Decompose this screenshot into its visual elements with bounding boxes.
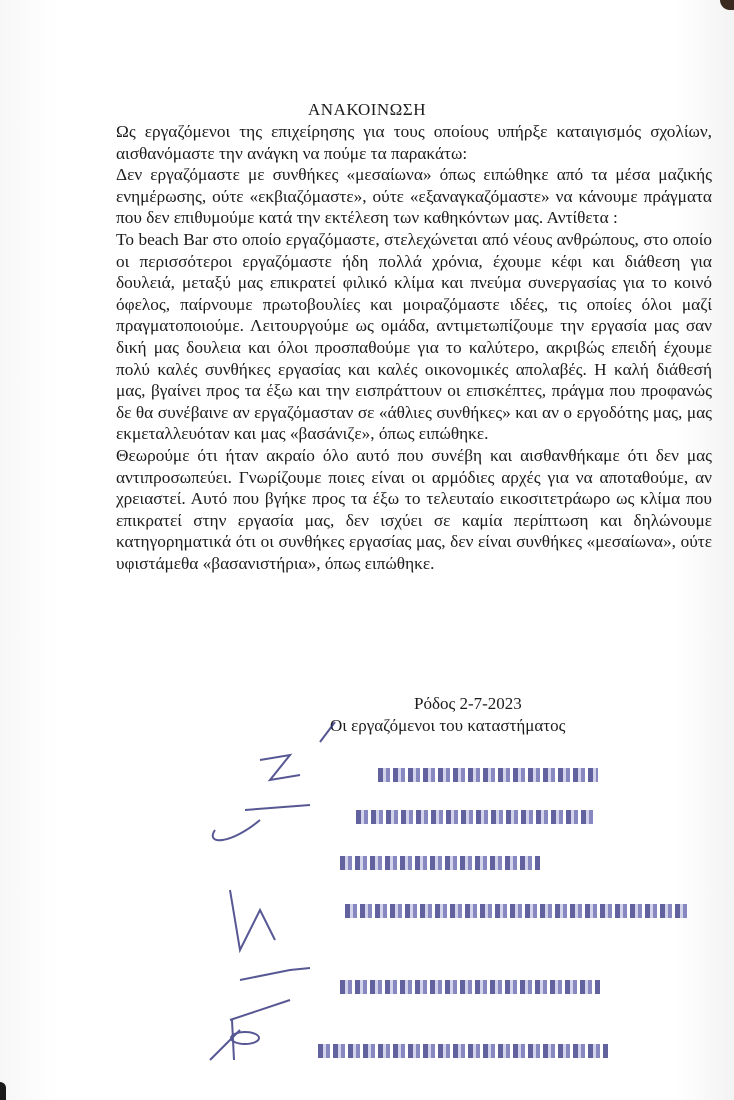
signatories-label: Οι εργαζόμενοι του καταστήματος <box>330 716 566 735</box>
pixelated-signature-name <box>340 856 540 870</box>
document-title: ΑΝΑΚΟΙΝΩΣΗ <box>308 100 426 119</box>
pixelated-signature-name <box>356 810 596 824</box>
paragraph: Θεωρούμε ότι ήταν ακραίο όλο αυτό που συνέβη και αισθανθήκαμε ότι δεν μας αντιπροσωπεύει. Γνωρίζουμε ποιες είναι οι αρμόδιες αρχές για να αποταθούμε, αν χρειαστεί. Αυτό που βγήκε προς τα έξω το τελευταίο εικοσιτετράωρο ως κλίμα που επικρατεί στην εργασία μας, δεν ισχύει σε καμία περίπτωση και δηλώνουμε κατηγορηματικά ότι οι συνθήκες εργασίας μας, δεν είναι συνθήκες «μεσαίωνα», ούτε υφιστάμεθα «βασανιστήρια», όπως ειπώθηκε. <box>116 445 712 573</box>
pixelated-signature-name <box>340 980 600 994</box>
page-corner-shadow <box>0 1082 6 1100</box>
paragraph: Δεν εργαζόμαστε με συνθήκες «μεσαίωνα» όπως ειπώθηκε από τα μέσα μαζικής ενημέρωσης, ούτε «εκβιαζόμαστε», ούτε «εξαναγκαζόμαστε» να κάνουμε πράγματα που δεν επιθυμούμε κατά την εκτέλεση των καθηκόντων μας. Αντίθετα : <box>116 165 712 228</box>
place-date: Ρόδος 2-7-2023 <box>414 694 522 713</box>
pixelated-signature-name <box>318 1044 608 1058</box>
page-corner-shadow <box>720 0 734 10</box>
pixelated-signature-name <box>378 768 598 782</box>
paragraph: Ως εργαζόμενοι της επιχείρησης για τους οποίους υπήρξε καταιγισμός σχολίων, αισθανόμαστε την ανάγκη να πούμε τα παρακάτω: <box>116 122 712 163</box>
document-body <box>116 121 712 574</box>
pixelated-signature-name <box>345 904 690 918</box>
paragraph: Το beach Bar στο οποίο εργαζόμαστε, στελεχώνεται από νέους ανθρώπους, στο οποίο οι περισσότεροι εργαζόμαστε ήδη πολλά χρόνια, έχουμε κέφι και διάθεση για δουλειά, μεταξύ μας επικρατεί φιλικό κλίμα και πνεύμα συνεργασίας για το κοινό όφελος, παίρνουμε πρωτοβουλίες και μοιραζόμαστε ιδέες, τις οποίες όλοι μαζί πραγματοποιούμε. Λειτουργούμε ως ομάδα, αντιμετωπίζουμε την εργασία μας σαν δική μας δουλεια και όλοι προσπαθούμε για το καλύτερο, ακριβώς επειδή έχουμε πολύ καλές συνθήκες εργασίας και καλές οικονομικές απολαβές. Η καλή διάθεσή μας, βγαίνει προς τα έξω και την εισπράττουν οι επισκέπτες, πράγμα που προφανώς δε θα συνέβαινε αν εργαζόμασταν σε «άθλιες συνθήκες» και αν ο εργοδότης μας, μας εκμεταλλευόταν και μας «βασάνιζε», όπως ειπώθηκε. <box>116 229 712 444</box>
signature-scribbles <box>200 720 340 1100</box>
